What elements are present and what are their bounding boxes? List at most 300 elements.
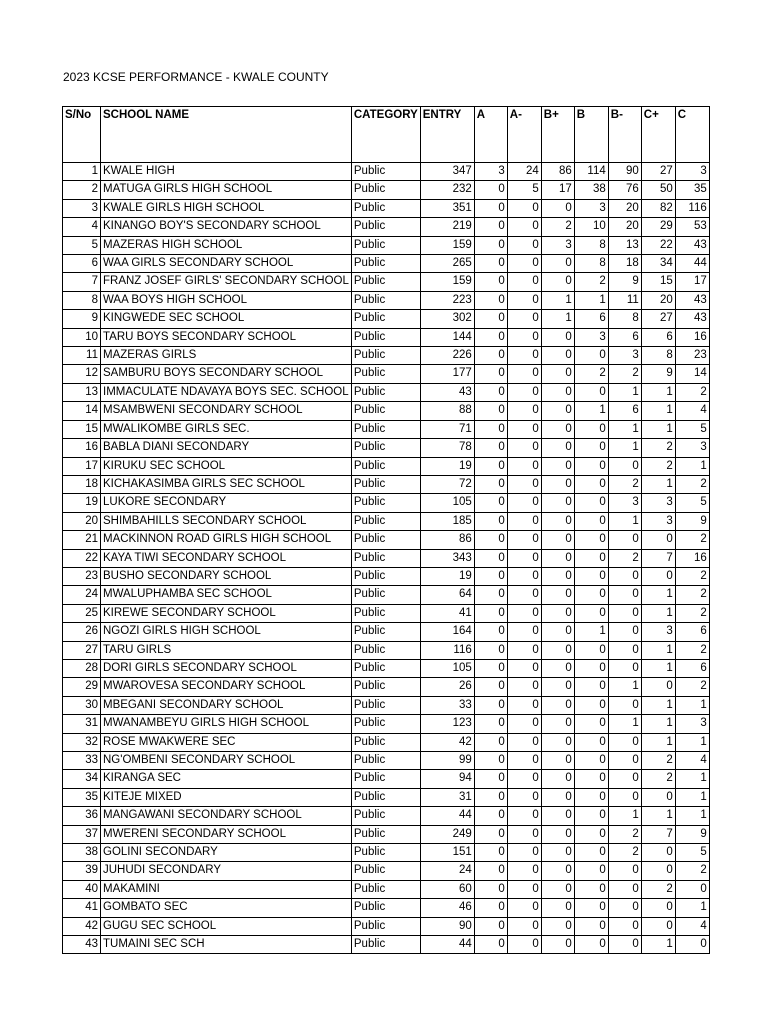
cell-grade-b: 0 xyxy=(574,347,608,365)
cell-entry: 19 xyxy=(420,567,474,585)
cell-grade-b: 0 xyxy=(574,549,608,567)
cell-sno: 26 xyxy=(63,623,101,641)
cell-grade-b-plus: 0 xyxy=(541,880,574,898)
cell-grade-a: 0 xyxy=(474,218,507,236)
cell-grade-b-minus: 2 xyxy=(608,549,641,567)
cell-grade-c: 1 xyxy=(675,807,709,825)
cell-grade-c-plus: 9 xyxy=(641,365,675,383)
cell-grade-b-plus: 0 xyxy=(541,494,574,512)
cell-category: Public xyxy=(351,439,420,457)
cell-school-name: JUHUDI SECONDARY xyxy=(101,862,352,880)
cell-entry: 343 xyxy=(420,549,474,567)
cell-entry: 24 xyxy=(420,862,474,880)
table-row xyxy=(63,457,710,475)
cell-grade-a: 0 xyxy=(474,181,507,199)
cell-sno: 9 xyxy=(63,310,101,328)
cell-grade-a-minus: 0 xyxy=(507,475,541,493)
table-row xyxy=(63,199,710,217)
cell-grade-a-minus: 0 xyxy=(507,844,541,862)
cell-grade-b: 6 xyxy=(574,310,608,328)
cell-grade-b: 0 xyxy=(574,604,608,622)
cell-grade-b-plus: 0 xyxy=(541,255,574,273)
cell-category: Public xyxy=(351,770,420,788)
cell-entry: 43 xyxy=(420,383,474,401)
cell-school-name: MWAROVESA SECONDARY SCHOOL xyxy=(101,678,352,696)
cell-entry: 351 xyxy=(420,199,474,217)
cell-sno: 7 xyxy=(63,273,101,291)
cell-grade-c: 5 xyxy=(675,844,709,862)
cell-grade-b-plus: 1 xyxy=(541,291,574,309)
cell-grade-b-minus: 0 xyxy=(608,788,641,806)
cell-grade-c-plus: 2 xyxy=(641,457,675,475)
cell-grade-b-minus: 8 xyxy=(608,310,641,328)
table-row xyxy=(63,733,710,751)
cell-school-name: NG'OMBENI SECONDARY SCHOOL xyxy=(101,752,352,770)
cell-grade-b-plus: 0 xyxy=(541,936,574,954)
table-row xyxy=(63,439,710,457)
cell-grade-b-minus: 0 xyxy=(608,623,641,641)
cell-grade-b: 38 xyxy=(574,181,608,199)
table-row xyxy=(63,475,710,493)
table-row xyxy=(63,715,710,733)
cell-category: Public xyxy=(351,899,420,917)
cell-grade-b: 0 xyxy=(574,696,608,714)
cell-category: Public xyxy=(351,733,420,751)
cell-school-name: TUMAINI SEC SCH xyxy=(101,936,352,954)
cell-grade-c-plus: 27 xyxy=(641,163,675,181)
cell-grade-c: 5 xyxy=(675,494,709,512)
cell-grade-c-plus: 1 xyxy=(641,586,675,604)
cell-grade-c: 44 xyxy=(675,255,709,273)
cell-grade-c: 4 xyxy=(675,752,709,770)
table-row xyxy=(63,788,710,806)
table-row xyxy=(63,641,710,659)
cell-grade-a-minus: 0 xyxy=(507,917,541,935)
cell-grade-c-plus: 82 xyxy=(641,199,675,217)
cell-category: Public xyxy=(351,825,420,843)
cell-grade-b-plus: 0 xyxy=(541,752,574,770)
table-row xyxy=(63,531,710,549)
cell-school-name: MAZERAS GIRLS xyxy=(101,347,352,365)
cell-grade-a: 0 xyxy=(474,659,507,677)
cell-entry: 88 xyxy=(420,402,474,420)
cell-grade-a: 0 xyxy=(474,917,507,935)
cell-grade-b-plus: 0 xyxy=(541,678,574,696)
cell-grade-a-minus: 0 xyxy=(507,383,541,401)
header-school-name: SCHOOL NAME xyxy=(101,107,352,163)
cell-grade-a: 0 xyxy=(474,494,507,512)
cell-grade-c-plus: 1 xyxy=(641,420,675,438)
cell-grade-c-plus: 7 xyxy=(641,549,675,567)
cell-grade-c: 4 xyxy=(675,917,709,935)
table-row xyxy=(63,623,710,641)
cell-grade-b: 8 xyxy=(574,255,608,273)
cell-school-name: BABLA DIANI SECONDARY xyxy=(101,439,352,457)
cell-grade-b-minus: 1 xyxy=(608,420,641,438)
cell-grade-b-minus: 0 xyxy=(608,862,641,880)
cell-grade-c: 2 xyxy=(675,586,709,604)
cell-grade-a-minus: 0 xyxy=(507,696,541,714)
cell-school-name: WAA BOYS HIGH SCHOOL xyxy=(101,291,352,309)
cell-grade-b: 0 xyxy=(574,641,608,659)
cell-grade-b: 0 xyxy=(574,715,608,733)
header-entry: ENTRY xyxy=(420,107,474,163)
table-row xyxy=(63,862,710,880)
cell-category: Public xyxy=(351,347,420,365)
cell-entry: 64 xyxy=(420,586,474,604)
cell-grade-b-plus: 0 xyxy=(541,917,574,935)
cell-category: Public xyxy=(351,236,420,254)
cell-grade-b-plus: 0 xyxy=(541,512,574,530)
cell-sno: 43 xyxy=(63,936,101,954)
cell-grade-a: 0 xyxy=(474,604,507,622)
cell-grade-b-minus: 76 xyxy=(608,181,641,199)
cell-grade-a-minus: 0 xyxy=(507,402,541,420)
cell-grade-a-minus: 0 xyxy=(507,678,541,696)
cell-grade-b-plus: 0 xyxy=(541,199,574,217)
cell-sno: 19 xyxy=(63,494,101,512)
table-row xyxy=(63,807,710,825)
cell-grade-c: 116 xyxy=(675,199,709,217)
table-row xyxy=(63,236,710,254)
cell-grade-b-plus: 0 xyxy=(541,899,574,917)
cell-grade-a-minus: 0 xyxy=(507,328,541,346)
cell-category: Public xyxy=(351,715,420,733)
cell-grade-c: 6 xyxy=(675,623,709,641)
cell-grade-b: 2 xyxy=(574,273,608,291)
table-row xyxy=(63,770,710,788)
cell-grade-b-plus: 0 xyxy=(541,439,574,457)
cell-grade-c: 1 xyxy=(675,457,709,475)
cell-grade-c-plus: 0 xyxy=(641,844,675,862)
table-row xyxy=(63,291,710,309)
cell-grade-c: 1 xyxy=(675,770,709,788)
cell-sno: 4 xyxy=(63,218,101,236)
cell-sno: 37 xyxy=(63,825,101,843)
cell-grade-b-plus: 0 xyxy=(541,402,574,420)
cell-grade-a-minus: 0 xyxy=(507,549,541,567)
cell-school-name: NGOZI GIRLS HIGH SCHOOL xyxy=(101,623,352,641)
cell-category: Public xyxy=(351,402,420,420)
cell-grade-b-minus: 2 xyxy=(608,475,641,493)
cell-grade-b-minus: 3 xyxy=(608,494,641,512)
cell-grade-c-plus: 1 xyxy=(641,696,675,714)
cell-category: Public xyxy=(351,752,420,770)
cell-grade-b: 0 xyxy=(574,494,608,512)
cell-category: Public xyxy=(351,917,420,935)
cell-grade-b: 0 xyxy=(574,733,608,751)
document-title: 2023 KCSE PERFORMANCE - KWALE COUNTY xyxy=(63,70,329,84)
cell-grade-b-plus: 0 xyxy=(541,420,574,438)
cell-grade-c: 16 xyxy=(675,549,709,567)
cell-entry: 42 xyxy=(420,733,474,751)
cell-grade-a-minus: 0 xyxy=(507,310,541,328)
cell-grade-b-minus: 0 xyxy=(608,899,641,917)
header-grade-b-plus: B+ xyxy=(541,107,574,163)
cell-grade-b-plus: 0 xyxy=(541,770,574,788)
cell-category: Public xyxy=(351,678,420,696)
cell-grade-b-plus: 0 xyxy=(541,586,574,604)
cell-school-name: MATUGA GIRLS HIGH SCHOOL xyxy=(101,181,352,199)
table-row xyxy=(63,899,710,917)
table-row xyxy=(63,880,710,898)
cell-grade-b: 0 xyxy=(574,531,608,549)
cell-grade-b-minus: 1 xyxy=(608,715,641,733)
header-sno: S/No xyxy=(63,107,101,163)
cell-grade-a: 0 xyxy=(474,825,507,843)
cell-grade-a-minus: 0 xyxy=(507,365,541,383)
cell-grade-b: 0 xyxy=(574,880,608,898)
table-row xyxy=(63,328,710,346)
cell-grade-c-plus: 2 xyxy=(641,752,675,770)
cell-school-name: MAZERAS HIGH SCHOOL xyxy=(101,236,352,254)
cell-grade-c: 1 xyxy=(675,696,709,714)
cell-category: Public xyxy=(351,788,420,806)
cell-category: Public xyxy=(351,457,420,475)
table-row xyxy=(63,586,710,604)
cell-grade-a-minus: 0 xyxy=(507,862,541,880)
table-row xyxy=(63,420,710,438)
cell-grade-b: 0 xyxy=(574,917,608,935)
cell-grade-a-minus: 0 xyxy=(507,880,541,898)
cell-category: Public xyxy=(351,549,420,567)
cell-grade-c-plus: 0 xyxy=(641,862,675,880)
cell-sno: 16 xyxy=(63,439,101,457)
cell-grade-c-plus: 2 xyxy=(641,439,675,457)
cell-grade-b-plus: 0 xyxy=(541,696,574,714)
cell-entry: 223 xyxy=(420,291,474,309)
cell-grade-a: 0 xyxy=(474,641,507,659)
cell-grade-b-minus: 0 xyxy=(608,880,641,898)
cell-grade-a-minus: 0 xyxy=(507,457,541,475)
cell-category: Public xyxy=(351,531,420,549)
cell-grade-b: 0 xyxy=(574,770,608,788)
cell-grade-b-plus: 0 xyxy=(541,383,574,401)
cell-grade-c-plus: 0 xyxy=(641,678,675,696)
cell-grade-a-minus: 0 xyxy=(507,420,541,438)
cell-grade-a: 0 xyxy=(474,899,507,917)
cell-school-name: DORI GIRLS SECONDARY SCHOOL xyxy=(101,659,352,677)
table-row xyxy=(63,604,710,622)
cell-grade-b: 0 xyxy=(574,678,608,696)
cell-grade-c-plus: 1 xyxy=(641,641,675,659)
cell-category: Public xyxy=(351,291,420,309)
cell-grade-b-plus: 17 xyxy=(541,181,574,199)
cell-sno: 38 xyxy=(63,844,101,862)
cell-category: Public xyxy=(351,623,420,641)
cell-sno: 29 xyxy=(63,678,101,696)
cell-school-name: MAKAMINI xyxy=(101,880,352,898)
cell-grade-b-minus: 1 xyxy=(608,807,641,825)
cell-grade-b-plus: 3 xyxy=(541,236,574,254)
cell-grade-a: 0 xyxy=(474,475,507,493)
cell-category: Public xyxy=(351,420,420,438)
table-row xyxy=(63,678,710,696)
cell-sno: 36 xyxy=(63,807,101,825)
cell-grade-c: 43 xyxy=(675,236,709,254)
cell-entry: 302 xyxy=(420,310,474,328)
cell-grade-a: 0 xyxy=(474,862,507,880)
cell-grade-b-plus: 0 xyxy=(541,623,574,641)
cell-grade-a-minus: 0 xyxy=(507,273,541,291)
cell-grade-a: 0 xyxy=(474,328,507,346)
cell-grade-b: 114 xyxy=(574,163,608,181)
cell-grade-b-plus: 0 xyxy=(541,641,574,659)
table-row xyxy=(63,752,710,770)
cell-grade-a-minus: 0 xyxy=(507,936,541,954)
cell-grade-b-minus: 1 xyxy=(608,383,641,401)
cell-grade-c-plus: 6 xyxy=(641,328,675,346)
cell-sno: 32 xyxy=(63,733,101,751)
cell-grade-a-minus: 0 xyxy=(507,807,541,825)
cell-grade-a: 0 xyxy=(474,567,507,585)
cell-sno: 21 xyxy=(63,531,101,549)
cell-school-name: KINANGO BOY'S SECONDARY SCHOOL xyxy=(101,218,352,236)
cell-school-name: MWALIKOMBE GIRLS SEC. xyxy=(101,420,352,438)
cell-sno: 27 xyxy=(63,641,101,659)
cell-grade-b: 0 xyxy=(574,752,608,770)
cell-school-name: MWANAMBEYU GIRLS HIGH SCHOOL xyxy=(101,715,352,733)
cell-grade-b-plus: 0 xyxy=(541,825,574,843)
cell-grade-b-minus: 0 xyxy=(608,604,641,622)
cell-grade-b: 0 xyxy=(574,383,608,401)
cell-grade-a: 0 xyxy=(474,383,507,401)
cell-grade-b-minus: 0 xyxy=(608,696,641,714)
cell-grade-b-plus: 2 xyxy=(541,218,574,236)
cell-grade-c: 2 xyxy=(675,862,709,880)
cell-school-name: KINGWEDE SEC SCHOOL xyxy=(101,310,352,328)
cell-grade-a: 0 xyxy=(474,273,507,291)
cell-grade-a: 0 xyxy=(474,512,507,530)
cell-grade-b-minus: 0 xyxy=(608,770,641,788)
cell-school-name: WAA GIRLS SECONDARY SCHOOL xyxy=(101,255,352,273)
cell-grade-b: 1 xyxy=(574,402,608,420)
cell-grade-b-minus: 2 xyxy=(608,825,641,843)
cell-grade-a-minus: 0 xyxy=(507,641,541,659)
cell-grade-b-minus: 0 xyxy=(608,659,641,677)
cell-grade-b: 0 xyxy=(574,567,608,585)
cell-grade-c-plus: 1 xyxy=(641,604,675,622)
cell-grade-a-minus: 0 xyxy=(507,494,541,512)
cell-grade-a-minus: 0 xyxy=(507,733,541,751)
cell-grade-c: 0 xyxy=(675,880,709,898)
cell-grade-a-minus: 0 xyxy=(507,218,541,236)
cell-entry: 249 xyxy=(420,825,474,843)
cell-grade-c-plus: 2 xyxy=(641,880,675,898)
cell-entry: 33 xyxy=(420,696,474,714)
cell-grade-c: 53 xyxy=(675,218,709,236)
table-row xyxy=(63,255,710,273)
cell-category: Public xyxy=(351,512,420,530)
cell-grade-b-minus: 6 xyxy=(608,328,641,346)
cell-category: Public xyxy=(351,255,420,273)
cell-grade-c: 1 xyxy=(675,733,709,751)
cell-school-name: KIREWE SECONDARY SCHOOL xyxy=(101,604,352,622)
cell-grade-c: 6 xyxy=(675,659,709,677)
cell-entry: 78 xyxy=(420,439,474,457)
cell-grade-a: 0 xyxy=(474,844,507,862)
cell-grade-a: 0 xyxy=(474,715,507,733)
cell-grade-b-plus: 0 xyxy=(541,365,574,383)
cell-school-name: KICHAKASIMBA GIRLS SEC SCHOOL xyxy=(101,475,352,493)
cell-grade-c-plus: 0 xyxy=(641,788,675,806)
table-row xyxy=(63,567,710,585)
header-grade-a-minus: A- xyxy=(507,107,541,163)
cell-grade-c-plus: 50 xyxy=(641,181,675,199)
cell-grade-b: 0 xyxy=(574,439,608,457)
cell-grade-a: 0 xyxy=(474,531,507,549)
cell-category: Public xyxy=(351,310,420,328)
cell-category: Public xyxy=(351,862,420,880)
cell-grade-c-plus: 1 xyxy=(641,659,675,677)
cell-school-name: KWALE GIRLS HIGH SCHOOL xyxy=(101,199,352,217)
cell-grade-a: 0 xyxy=(474,365,507,383)
cell-grade-b: 8 xyxy=(574,236,608,254)
cell-grade-c: 35 xyxy=(675,181,709,199)
cell-grade-c: 3 xyxy=(675,439,709,457)
cell-sno: 10 xyxy=(63,328,101,346)
cell-grade-a: 0 xyxy=(474,752,507,770)
cell-grade-a: 0 xyxy=(474,457,507,475)
table-row xyxy=(63,273,710,291)
cell-category: Public xyxy=(351,494,420,512)
cell-grade-b-minus: 2 xyxy=(608,365,641,383)
cell-grade-b: 0 xyxy=(574,825,608,843)
cell-school-name: SAMBURU BOYS SECONDARY SCHOOL xyxy=(101,365,352,383)
cell-entry: 86 xyxy=(420,531,474,549)
cell-sno: 41 xyxy=(63,899,101,917)
cell-sno: 20 xyxy=(63,512,101,530)
cell-grade-a: 0 xyxy=(474,402,507,420)
table-row xyxy=(63,402,710,420)
cell-entry: 144 xyxy=(420,328,474,346)
cell-school-name: FRANZ JOSEF GIRLS' SECONDARY SCHOOL xyxy=(101,273,352,291)
cell-entry: 219 xyxy=(420,218,474,236)
cell-grade-a-minus: 0 xyxy=(507,255,541,273)
table-row xyxy=(63,310,710,328)
cell-grade-b: 0 xyxy=(574,844,608,862)
cell-grade-a-minus: 5 xyxy=(507,181,541,199)
cell-grade-c: 2 xyxy=(675,641,709,659)
cell-entry: 159 xyxy=(420,236,474,254)
cell-grade-b-minus: 20 xyxy=(608,218,641,236)
cell-grade-a: 0 xyxy=(474,291,507,309)
cell-category: Public xyxy=(351,844,420,862)
cell-grade-b-minus: 1 xyxy=(608,512,641,530)
cell-sno: 23 xyxy=(63,567,101,585)
cell-grade-c-plus: 1 xyxy=(641,715,675,733)
cell-entry: 44 xyxy=(420,936,474,954)
cell-grade-a-minus: 0 xyxy=(507,899,541,917)
cell-grade-b-minus: 6 xyxy=(608,402,641,420)
cell-grade-a: 0 xyxy=(474,199,507,217)
cell-grade-b-plus: 0 xyxy=(541,531,574,549)
cell-grade-c-plus: 1 xyxy=(641,383,675,401)
cell-school-name: BUSHO SECONDARY SCHOOL xyxy=(101,567,352,585)
cell-grade-b-minus: 90 xyxy=(608,163,641,181)
cell-grade-a: 0 xyxy=(474,880,507,898)
cell-sno: 5 xyxy=(63,236,101,254)
cell-grade-c: 14 xyxy=(675,365,709,383)
cell-grade-b-plus: 0 xyxy=(541,328,574,346)
cell-sno: 3 xyxy=(63,199,101,217)
cell-entry: 99 xyxy=(420,752,474,770)
cell-sno: 40 xyxy=(63,880,101,898)
header-grade-c-plus: C+ xyxy=(641,107,675,163)
cell-sno: 2 xyxy=(63,181,101,199)
cell-sno: 30 xyxy=(63,696,101,714)
cell-sno: 25 xyxy=(63,604,101,622)
